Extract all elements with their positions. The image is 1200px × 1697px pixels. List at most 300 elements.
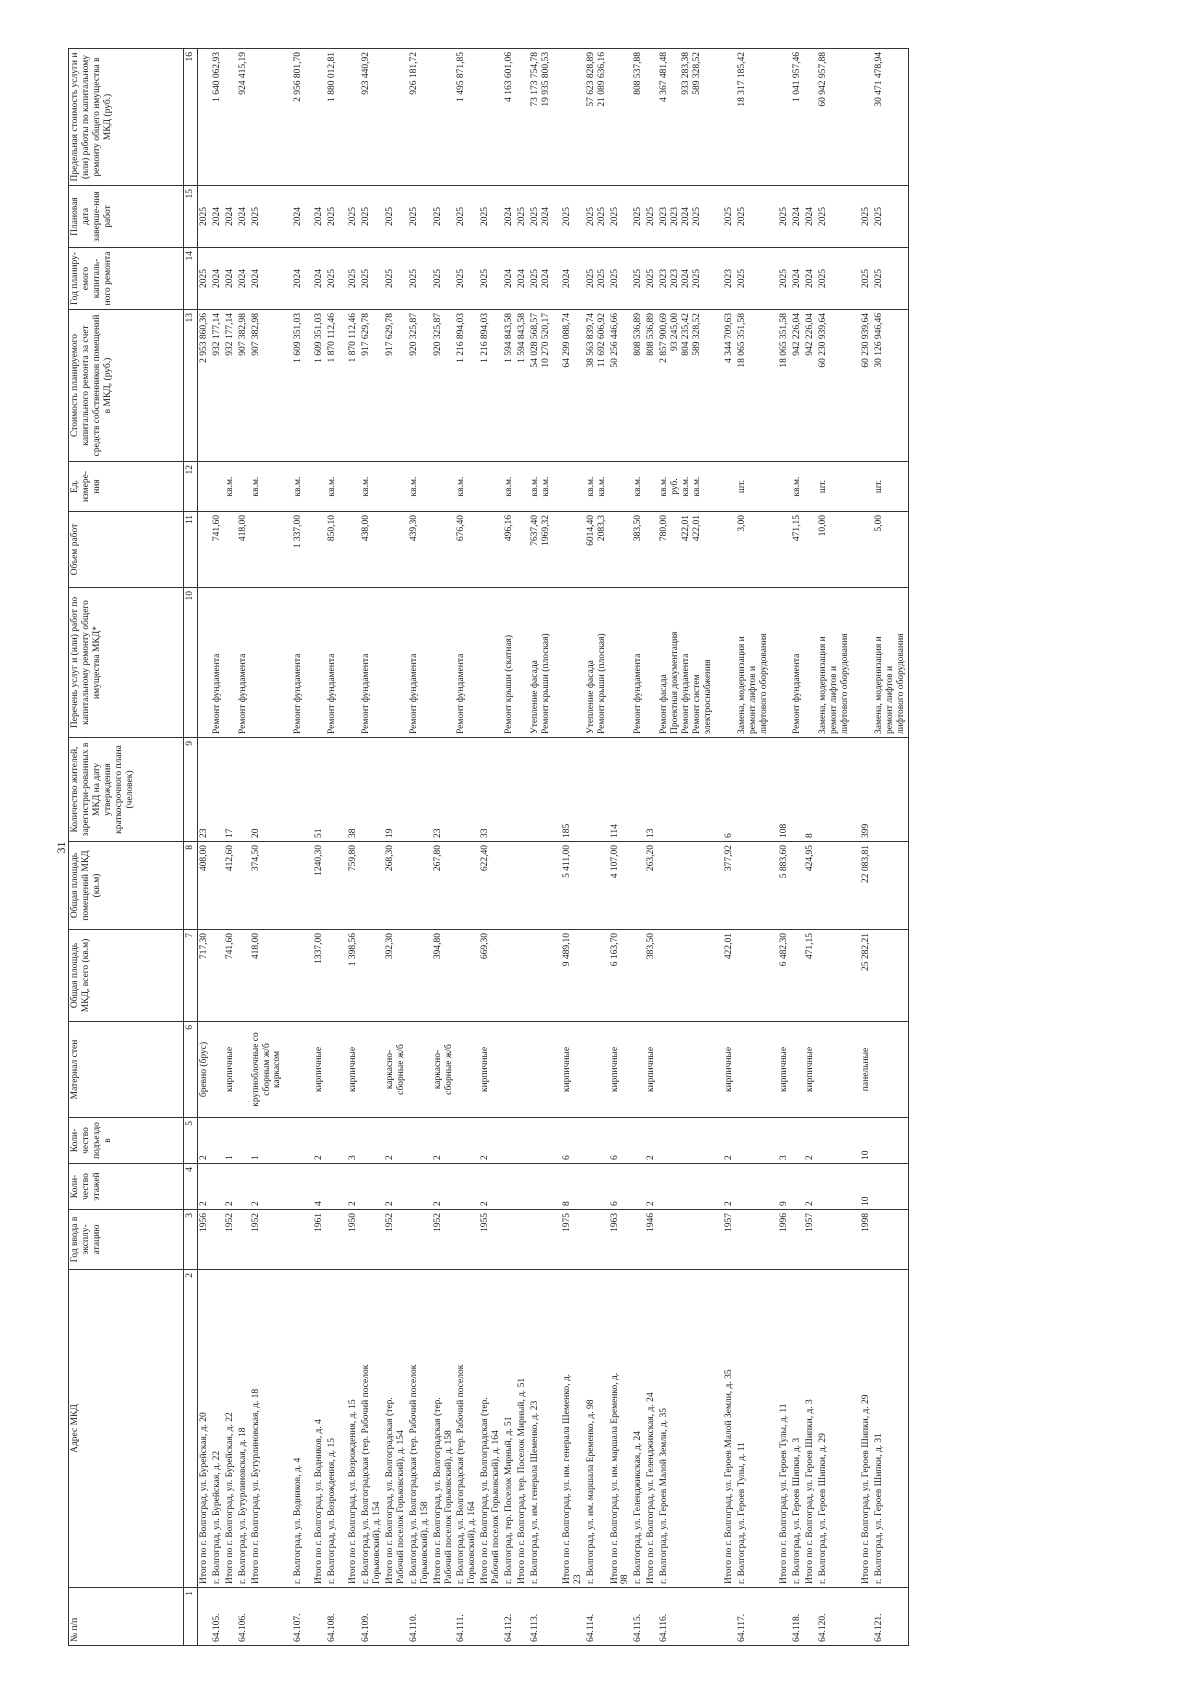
cell-value: 2 [480, 1155, 491, 1160]
cell-value: 6 482,30 [779, 933, 790, 967]
address-cell [778, 1270, 791, 1588]
max-cost [817, 49, 852, 186]
cell-line: Ремонт фундамента [633, 653, 644, 734]
repair-plan-table [68, 48, 909, 1646]
residents-count [529, 738, 553, 842]
cell-line: 2025 [327, 269, 338, 288]
cell-line: Рабочий поселок Горьковский), д. 164 [491, 1430, 502, 1584]
cell-line: Итого по г. Волгоград, ул. Волгоградская (тер. [384, 1397, 395, 1584]
cell-value: 64.105. [211, 1613, 222, 1642]
cell-line: кв.м. [456, 476, 467, 497]
spacer-cell [339, 248, 347, 310]
cell-value: 23 [432, 828, 443, 838]
spacer-cell [284, 738, 292, 842]
premises-area [632, 842, 645, 930]
column-number: 14 [184, 248, 198, 310]
work-volume [873, 512, 908, 588]
spacer-cell [770, 930, 778, 1022]
header-cell: Общая площадь МКД, всего (кв.м) [69, 930, 184, 1022]
entrances-count [347, 1118, 360, 1164]
unit [585, 462, 609, 512]
cell-line: Ремонт фундамента [211, 653, 222, 734]
works-list [791, 588, 804, 738]
cell-line: 64 299 088,74 [561, 313, 572, 368]
max-cost [804, 49, 817, 186]
cell-line: 808 536,89 [646, 313, 657, 356]
cell-line: г. Волгоград, ул. Героев Шипки, д. 3 [792, 1437, 803, 1584]
spacer-cell [715, 1022, 723, 1118]
wall-material [503, 1022, 516, 1118]
cell-line: ремонт лифтов и [884, 665, 895, 734]
floors-count [408, 1164, 432, 1210]
cell-line: 932 177,14 [224, 313, 235, 356]
floors-count [736, 1164, 771, 1210]
cell-line: 2025 [861, 269, 872, 288]
cell-line: кв.м. [327, 476, 338, 497]
residents-count [632, 738, 645, 842]
cell-line: 11 692 606,92 [596, 313, 607, 368]
header-cell: Материал стен [69, 1022, 184, 1118]
residents-count [778, 738, 791, 842]
total-area [224, 930, 237, 1022]
table-row [326, 49, 339, 1646]
header-cell: Адрес МКД [69, 1270, 184, 1588]
spacer-cell [553, 1210, 561, 1270]
year-built [632, 1210, 645, 1270]
spacer-cell [852, 1022, 860, 1118]
cell-line: ремонт лифтов и [747, 665, 758, 734]
table-row [723, 49, 736, 1646]
floors-count [211, 1164, 224, 1210]
total-area [723, 930, 736, 1022]
cell-line: Итого по г. Волгоград, ул. Героев Малой Земли, д. 35 [723, 1369, 734, 1584]
row-number [778, 1588, 791, 1646]
spacer-row [284, 49, 292, 1646]
table-row [455, 49, 479, 1646]
cell-line: Замена, модернизация и [873, 636, 884, 734]
cell-value: 5 883,60 [779, 845, 790, 879]
cell-value: 64.118. [792, 1613, 803, 1642]
cell-line: 676,40 [456, 515, 467, 542]
total-area [211, 930, 224, 1022]
completion-date [561, 186, 585, 248]
cell-line: 93 245,00 [670, 313, 681, 351]
spacer-cell [284, 310, 292, 462]
cell-line: 780,00 [659, 515, 670, 542]
table-row [479, 49, 503, 1646]
cell-line: 422,01 [691, 515, 702, 542]
header-cell: Год планиру-емого капиталь-ного ремонта [69, 248, 184, 310]
cell-line: 917 629,78 [384, 313, 395, 356]
cell-value: 9 489,10 [561, 933, 572, 967]
cell-line: 60 230 939,64 [818, 313, 829, 368]
entrances-count [384, 1118, 408, 1164]
address-cell [347, 1270, 360, 1588]
cell-line: кирпичные [609, 1046, 620, 1093]
address-cell [645, 1270, 658, 1588]
floors-count [384, 1164, 408, 1210]
year-built [313, 1210, 326, 1270]
spacer-cell [284, 588, 292, 738]
spacer-cell [770, 186, 778, 248]
floors-count [326, 1164, 339, 1210]
row-number [360, 1588, 384, 1646]
table-row [585, 49, 609, 1646]
residents-count [479, 738, 503, 842]
max-cost [432, 49, 456, 186]
address-cell [455, 1270, 479, 1588]
cell-line: лифтового оборудования [895, 633, 906, 734]
cell-line: 2025 [779, 269, 790, 288]
row-number [791, 1588, 804, 1646]
cell-line: Ремонт крыши (плоская) [540, 633, 551, 734]
row-number [860, 1588, 873, 1646]
year-built [211, 1210, 224, 1270]
entrances-count [585, 1118, 609, 1164]
works-list [360, 588, 384, 738]
wall-material [360, 1022, 384, 1118]
cell-line: Итого по г. Волгоград, тер. Поселок Мирный, д. 51 [517, 1377, 528, 1584]
max-cost [360, 49, 384, 186]
spacer-cell [715, 930, 723, 1022]
cell-value: 669,30 [480, 933, 491, 960]
address-cell [237, 1270, 250, 1588]
cell-line: 2025 [585, 269, 596, 288]
wall-material [817, 1022, 852, 1118]
cell-line: 2024 [314, 207, 325, 226]
row-number [326, 1588, 339, 1646]
premises-area [224, 842, 237, 930]
premises-area [561, 842, 585, 930]
entrances-count [736, 1118, 771, 1164]
cell-value: 6 [609, 1155, 620, 1160]
cell-line: 2025 [480, 269, 491, 288]
table-row [632, 49, 645, 1646]
header-cell: Плановая дата заверше-ния работ [69, 186, 184, 248]
cell-value: 1975 [561, 1213, 572, 1232]
max-cost [479, 49, 503, 186]
cell-line: 4 163 601,06 [504, 52, 515, 102]
cell-line: сборным ж/б [261, 1043, 272, 1096]
spacer-cell [553, 1270, 561, 1588]
cell-value: 38 [348, 828, 359, 838]
row-number [250, 1588, 285, 1646]
works-list [326, 588, 339, 738]
work-volume [326, 512, 339, 588]
cell-line: каркасно- [384, 1049, 395, 1090]
wall-material [455, 1022, 479, 1118]
works-list [347, 588, 360, 738]
table-row [778, 49, 791, 1646]
spacer-cell [553, 512, 561, 588]
floors-count [817, 1164, 852, 1210]
cell-line: кирпичные [314, 1046, 325, 1093]
cell-line: 2024 [224, 269, 235, 288]
cell-value: 392,30 [384, 933, 395, 960]
cell-value: 25 282,21 [861, 933, 872, 971]
planned-cost [292, 310, 305, 462]
cell-line: ремонт лифтов и [829, 665, 840, 734]
premises-area [516, 842, 529, 930]
spacer-cell [284, 1588, 292, 1646]
address-cell [736, 1270, 771, 1588]
residents-count [313, 738, 326, 842]
spacer-cell [770, 49, 778, 186]
premises-area [432, 842, 456, 930]
unit [237, 462, 250, 512]
row-number [432, 1588, 456, 1646]
cell-line: 2024 [681, 269, 692, 288]
column-number: 8 [184, 842, 198, 930]
spacer-cell [339, 1164, 347, 1210]
cell-value: 1952 [384, 1213, 395, 1232]
cell-line: Итого по г. Волгоград, ул. Геленджикская, д. 24 [646, 1392, 657, 1584]
residents-count [455, 738, 479, 842]
cell-line: 2024 [314, 269, 325, 288]
spacer-cell [852, 930, 860, 1022]
premises-area [817, 842, 852, 930]
cell-value: 64.116. [659, 1613, 670, 1642]
floors-count [529, 1164, 553, 1210]
repair-year [292, 248, 305, 310]
total-area [632, 930, 645, 1022]
row-number [503, 1588, 516, 1646]
cell-line: 73 173 754,78 [529, 52, 540, 107]
max-cost [408, 49, 432, 186]
planned-cost [224, 310, 237, 462]
cell-value: 422,01 [723, 933, 734, 960]
entrances-count [632, 1118, 645, 1164]
completion-date [432, 186, 456, 248]
cell-line: 10 270 520,17 [540, 313, 551, 368]
entrances-count [292, 1118, 305, 1164]
total-area [455, 930, 479, 1022]
max-cost [561, 49, 585, 186]
works-list [313, 588, 326, 738]
cell-value: 622,40 [480, 845, 491, 872]
cell-value: 64.115. [633, 1613, 644, 1642]
total-area [503, 930, 516, 1022]
cell-line: Ремонт фундамента [327, 653, 338, 734]
entrances-count [529, 1118, 553, 1164]
spacer-cell [770, 1270, 778, 1588]
works-list [516, 588, 529, 738]
cell-value: 2 [805, 1201, 816, 1206]
max-cost [503, 49, 516, 186]
address-cell [360, 1270, 384, 1588]
unit [516, 462, 529, 512]
address-cell [561, 1270, 585, 1588]
cell-line: кв.м. [540, 476, 551, 497]
spacer-cell [553, 310, 561, 462]
cell-line [670, 515, 681, 584]
cell-value: 1957 [805, 1213, 816, 1232]
column-number: 6 [184, 1022, 198, 1118]
cell-line: Итого по г. Волгоград, ул. Волгоградская (тер. [480, 1397, 491, 1584]
cell-value: 3 [348, 1155, 359, 1160]
residents-count [817, 738, 852, 842]
unit [432, 462, 456, 512]
header-cell: Предельная стоимость услуги и (или) работы по капитальному ремонту общего имущества в МКД (руб.) [69, 49, 184, 186]
completion-date [360, 186, 384, 248]
cell-value: 377,92 [723, 845, 734, 872]
table-row [817, 49, 852, 1646]
cell-value: 64.107. [293, 1613, 304, 1642]
floors-count [503, 1164, 516, 1210]
cell-line: г. Волгоград, ул. Волгоградская (тер. Рабочий поселок [408, 1364, 419, 1584]
cell-value: 8 [805, 833, 816, 838]
spacer-cell [284, 1210, 292, 1270]
header-cell: Перечень услуг и (или) работ по капитальному ремонту общего имущества МКД* [69, 588, 184, 738]
cell-line: Замена, модернизация и [818, 636, 829, 734]
year-built [384, 1210, 408, 1270]
completion-date [804, 186, 817, 248]
address-cell [609, 1270, 633, 1588]
repair-year [408, 248, 432, 310]
cell-line: 30 471 478,94 [873, 52, 884, 107]
premises-area [313, 842, 326, 930]
row-number [736, 1588, 771, 1646]
cell-line: 438,00 [361, 515, 372, 542]
residents-count [224, 738, 237, 842]
planned-cost [736, 310, 771, 462]
cell-value: 2 [723, 1201, 734, 1206]
spacer-cell [305, 462, 313, 512]
repair-year [432, 248, 456, 310]
cell-value: 64.110. [408, 1613, 419, 1642]
work-volume [609, 512, 633, 588]
spacer-cell [339, 1210, 347, 1270]
total-area [791, 930, 804, 1022]
cell-line: кв.м. [585, 476, 596, 497]
cell-value: 2 [384, 1155, 395, 1160]
year-built [224, 1210, 237, 1270]
repair-year [632, 248, 645, 310]
wall-material [873, 1022, 908, 1118]
wall-material [529, 1022, 553, 1118]
entrances-count [778, 1118, 791, 1164]
cell-line: 496,16 [504, 515, 515, 542]
repair-year [609, 248, 633, 310]
cell-line: кв.м. [361, 476, 372, 497]
works-list [408, 588, 432, 738]
cell-value: 64.121. [873, 1613, 884, 1642]
planned-cost [791, 310, 804, 462]
unit [347, 462, 360, 512]
cell-line: 2025 [361, 269, 372, 288]
completion-date [736, 186, 771, 248]
spacer-cell [553, 49, 561, 186]
cell-line: 932 177,14 [211, 313, 222, 356]
completion-date [292, 186, 305, 248]
cell-line: Ремонт фундамента [792, 653, 803, 734]
floors-count [347, 1164, 360, 1210]
cell-line: Итого по г. Волгоград, ул. Бурейская, д. 20 [198, 1412, 209, 1584]
cell-line: Горьковский), д. 164 [467, 1501, 478, 1584]
works-list [292, 588, 305, 738]
total-area [250, 930, 285, 1022]
cell-line: Ремонт фундамента [237, 653, 248, 734]
cell-value: 424,95 [805, 845, 816, 872]
cell-line: 2024 [237, 207, 248, 226]
spacer-cell [284, 462, 292, 512]
cell-line: 2025 [596, 269, 607, 288]
cell-line: 2023 [723, 269, 734, 288]
cell-line: 2025 [432, 269, 443, 288]
address-cell [804, 1270, 817, 1588]
spacer-cell [305, 1210, 313, 1270]
cell-line: 923 440,92 [361, 52, 372, 95]
row-number [817, 1588, 852, 1646]
cell-value: 8 [561, 1201, 572, 1206]
entrances-count [817, 1118, 852, 1164]
cell-line: г. Волгоград, ул. Бурейская, д. 22 [211, 1450, 222, 1584]
repair-year [250, 248, 285, 310]
spacer-cell [852, 49, 860, 186]
cell-line: 2025 [723, 207, 734, 226]
cell-line: 57 623 828,89 [585, 52, 596, 107]
planned-cost [632, 310, 645, 462]
repair-year [313, 248, 326, 310]
spacer-cell [305, 738, 313, 842]
spacer-cell [715, 1270, 723, 1588]
cell-line: 804 235,42 [681, 313, 692, 356]
unit [211, 462, 224, 512]
cell-line: 942 226,04 [792, 313, 803, 356]
cell-value: 1240,30 [314, 845, 325, 876]
residents-count [360, 738, 384, 842]
total-area [860, 930, 873, 1022]
header-cell: Общая площадь помещений МКД (кв.м) [69, 842, 184, 930]
completion-date [211, 186, 224, 248]
wall-material [658, 1022, 715, 1118]
address-cell [408, 1270, 432, 1588]
cell-value: 13 [646, 828, 657, 838]
total-area [658, 930, 715, 1022]
cell-value: 2 [432, 1201, 443, 1206]
cell-line: 2024 [293, 269, 304, 288]
cell-line: г. Волгоград, ул. Героев Тулы, д. 11 [736, 1442, 747, 1584]
entrances-count [237, 1118, 250, 1164]
cell-value: 268,30 [384, 845, 395, 872]
spacer-cell [715, 1210, 723, 1270]
cell-line: 19 935 800,53 [540, 52, 551, 107]
header-cell: Коли-чество этажей [69, 1164, 184, 1210]
cell-line: 942 226,04 [805, 313, 816, 356]
planned-cost [645, 310, 658, 462]
spacer-cell [770, 310, 778, 462]
cell-line: 589 328,52 [691, 313, 702, 356]
cell-line: 920 325,87 [408, 313, 419, 356]
cell-line: 2025 [736, 207, 747, 226]
unit [817, 462, 852, 512]
row-number [211, 1588, 224, 1646]
premises-area [804, 842, 817, 930]
floors-count [778, 1164, 791, 1210]
cell-line: Рабочий поселок Горьковский), д. 158 [443, 1430, 454, 1584]
planned-cost [658, 310, 715, 462]
year-built [817, 1210, 852, 1270]
spacer-cell [852, 738, 860, 842]
cell-line: г. Волгоград, тер. Поселок Мирный, д. 51 [504, 1416, 515, 1584]
cell-line: 2024 [805, 269, 816, 288]
cell-line: кв.м. [293, 476, 304, 497]
cell-line: Ремонт фундамента [408, 653, 419, 734]
year-built [561, 1210, 585, 1270]
cell-value: 114 [609, 824, 620, 838]
cell-value: 5 411,00 [561, 845, 572, 878]
table-row [791, 49, 804, 1646]
